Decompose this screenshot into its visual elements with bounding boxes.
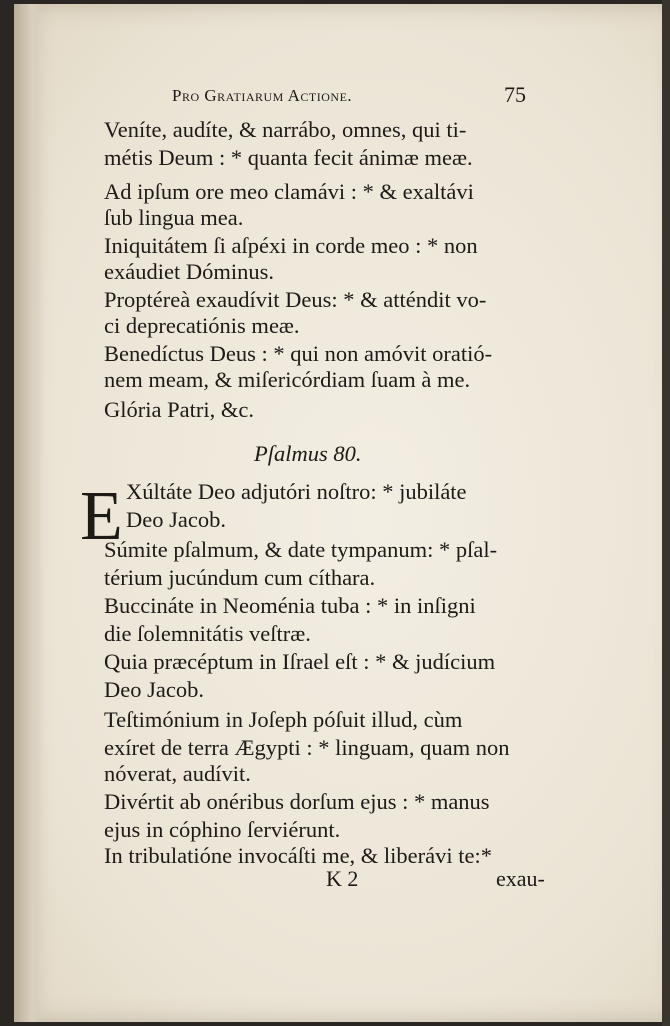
page-number: 75 bbox=[504, 82, 526, 107]
text-line: Glória Patri, &c. bbox=[104, 397, 254, 422]
psalm-line: Buccináte in Neoménia tuba : * in inſigni bbox=[104, 593, 476, 618]
psalm-line: Divértit ab onéribus dorſum ejus : * manus bbox=[104, 789, 490, 814]
text-line: ci deprecatiónis meæ. bbox=[104, 313, 300, 338]
psalm-title: Pſalmus 80. bbox=[254, 441, 362, 466]
psalm-line: exíret de terra Ægypti : * linguam, quam non bbox=[104, 735, 510, 760]
text-line: Benedíctus Deus : * qui non amóvit oratió- bbox=[104, 341, 493, 366]
psalm-line: die ſolemnitátis veſtræ. bbox=[104, 621, 311, 646]
text-line: Iniquitátem ſi aſpéxi in corde meo : * non bbox=[104, 233, 478, 258]
drop-cap: E bbox=[80, 478, 123, 555]
psalm-line: ejus in cóphino ſerviérunt. bbox=[104, 817, 341, 842]
text-line: Proptéreà exaudívit Deus: * & atténdit vo- bbox=[104, 287, 487, 312]
psalm-line: Deo Jacob. bbox=[104, 677, 204, 702]
psalm-line: Súmite pſalmum, & date tympanum: * pſal- bbox=[104, 537, 498, 562]
text-line: ſub lingua mea. bbox=[104, 205, 244, 230]
running-title: Pro Gratiarum Actione. bbox=[172, 86, 353, 105]
psalm-line: In tribulatióne invocáſti me, & liberávi te:* bbox=[104, 843, 493, 868]
psalm-line: Quia præcéptum in Iſrael eſt : * & judícium bbox=[104, 649, 496, 674]
psalm-line: Teſtimónium in Joſeph póſuit illud, cùm bbox=[104, 707, 463, 732]
catchword: exau- bbox=[496, 866, 545, 891]
psalm-line: Deo Jacob. bbox=[126, 507, 226, 532]
psalm-line: nóverat, audívit. bbox=[104, 761, 251, 786]
text-line: Veníte, audíte, & narrábo, omnes, qui ti- bbox=[104, 117, 467, 142]
text-line: métis Deum : * quanta fecit ánimæ meæ. bbox=[104, 145, 473, 170]
text-line: exáudiet Dóminus. bbox=[104, 259, 274, 284]
text-line: Ad ipſum ore meo clamávi : * & exaltávi bbox=[104, 179, 474, 204]
text-line: nem meam, & miſericórdiam ſuam à me. bbox=[104, 367, 471, 392]
psalm-line: térium jucúndum cum cíthara. bbox=[104, 565, 376, 590]
psalm-line: Xúltáte Deo adjutóri noſtro: * jubiláte bbox=[126, 479, 467, 504]
signature-mark: K 2 bbox=[326, 866, 359, 891]
